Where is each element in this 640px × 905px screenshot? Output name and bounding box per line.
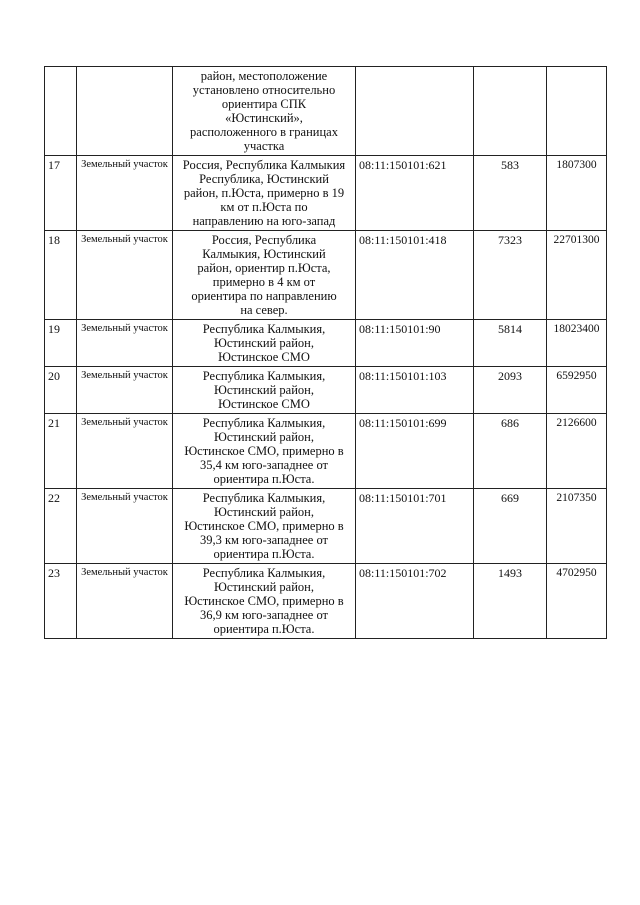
location-line: Республика Калмыкия, bbox=[202, 566, 326, 580]
table-row-continuation bbox=[45, 67, 607, 156]
location-line: Республика Калмыкия, bbox=[202, 369, 326, 383]
cell-number: 22 bbox=[45, 489, 77, 564]
cell-number: 21 bbox=[45, 414, 77, 489]
location-line: Юстинский район, bbox=[214, 336, 314, 350]
location-line: расположенного в границах bbox=[190, 125, 338, 139]
location-line: Юстинский район, bbox=[214, 383, 314, 397]
cell-cadastral: 08:11:150101:621 bbox=[356, 156, 474, 231]
cell-value: 6592950 bbox=[547, 367, 607, 414]
location-line: 39,3 км юго-западнее от bbox=[199, 533, 329, 547]
cell-area: 2093 bbox=[474, 367, 547, 414]
cell-cadastral: 08:11:150101:90 bbox=[356, 320, 474, 367]
location-line: район, п.Юста, примерно в 19 bbox=[183, 186, 345, 200]
cell-location bbox=[173, 156, 356, 231]
location-line: примерно в 4 км от bbox=[212, 275, 316, 289]
cell-type: Земельный участок bbox=[77, 231, 173, 320]
location-line: ориентира п.Юста. bbox=[213, 547, 315, 561]
table-row bbox=[45, 564, 607, 639]
table-row bbox=[45, 156, 607, 231]
cell-number: 19 bbox=[45, 320, 77, 367]
cell-cadastral bbox=[356, 67, 474, 156]
location-line: участка bbox=[243, 139, 285, 153]
location-line: Республика, Юстинский bbox=[199, 172, 329, 186]
location-line: Юстинское СМО, примерно в bbox=[184, 444, 344, 458]
location-line: Юстинский район, bbox=[214, 430, 314, 444]
table-row bbox=[45, 367, 607, 414]
location-line: км от п.Юста по bbox=[220, 200, 308, 214]
location-line: район, ориентир п.Юста, bbox=[197, 261, 331, 275]
cell-area: 7323 bbox=[474, 231, 547, 320]
cell-area: 583 bbox=[474, 156, 547, 231]
location-line: Республика Калмыкия, bbox=[202, 491, 326, 505]
location-line: ориентира СПК bbox=[221, 97, 307, 111]
cell-cadastral: 08:11:150101:702 bbox=[356, 564, 474, 639]
cell-cadastral: 08:11:150101:701 bbox=[356, 489, 474, 564]
cell-area: 669 bbox=[474, 489, 547, 564]
location-line: 35,4 км юго-западнее от bbox=[199, 458, 329, 472]
cell-location bbox=[173, 231, 356, 320]
cell-type bbox=[77, 67, 173, 156]
cell-cadastral: 08:11:150101:699 bbox=[356, 414, 474, 489]
cell-value: 2107350 bbox=[547, 489, 607, 564]
location-line: Юстинское СМО, примерно в bbox=[184, 594, 344, 608]
cell-number: 17 bbox=[45, 156, 77, 231]
cell-location bbox=[173, 320, 356, 367]
location-line: ориентира п.Юста. bbox=[213, 622, 315, 636]
location-line: Юстинский район, bbox=[214, 505, 314, 519]
location-line: направлению на юго-запад bbox=[192, 214, 336, 228]
cell-number: 23 bbox=[45, 564, 77, 639]
cell-cadastral: 08:11:150101:103 bbox=[356, 367, 474, 414]
cell-type: Земельный участок bbox=[77, 156, 173, 231]
cell-location bbox=[173, 367, 356, 414]
cell-value: 4702950 bbox=[547, 564, 607, 639]
table-row bbox=[45, 231, 607, 320]
cell-area: 686 bbox=[474, 414, 547, 489]
location-line: ориентира п.Юста. bbox=[213, 472, 315, 486]
table-row bbox=[45, 489, 607, 564]
cell-number bbox=[45, 67, 77, 156]
location-line: Юстинское СМО bbox=[218, 350, 310, 364]
location-line: Россия, Республика bbox=[211, 233, 317, 247]
cell-type: Земельный участок bbox=[77, 564, 173, 639]
cell-area bbox=[474, 67, 547, 156]
cell-cadastral: 08:11:150101:418 bbox=[356, 231, 474, 320]
cell-number: 18 bbox=[45, 231, 77, 320]
table-row bbox=[45, 320, 607, 367]
location-line: Республика Калмыкия, bbox=[202, 416, 326, 430]
location-line: Республика Калмыкия, bbox=[202, 322, 326, 336]
table-row bbox=[45, 414, 607, 489]
cell-area: 5814 bbox=[474, 320, 547, 367]
cell-location bbox=[173, 564, 356, 639]
cell-number: 20 bbox=[45, 367, 77, 414]
cell-location bbox=[173, 67, 356, 156]
cell-type: Земельный участок bbox=[77, 367, 173, 414]
location-line: Юстинский район, bbox=[214, 580, 314, 594]
cell-value: 22701300 bbox=[547, 231, 607, 320]
location-line: Юстинское СМО, примерно в bbox=[184, 519, 344, 533]
cell-value bbox=[547, 67, 607, 156]
location-line: «Юстинский», bbox=[225, 111, 303, 125]
cell-type: Земельный участок bbox=[77, 414, 173, 489]
cell-type: Земельный участок bbox=[77, 320, 173, 367]
cell-value: 18023400 bbox=[547, 320, 607, 367]
location-line: ориентира по направлению bbox=[191, 289, 337, 303]
location-line: 36,9 км юго-западнее от bbox=[199, 608, 329, 622]
location-line: Юстинское СМО bbox=[218, 397, 310, 411]
location-line: Калмыкия, Юстинский bbox=[202, 247, 326, 261]
cell-location bbox=[173, 414, 356, 489]
cell-type: Земельный участок bbox=[77, 489, 173, 564]
cell-area: 1493 bbox=[474, 564, 547, 639]
location-line: район, местоположение bbox=[200, 69, 328, 83]
cell-value: 1807300 bbox=[547, 156, 607, 231]
location-line: установлено относительно bbox=[192, 83, 336, 97]
cell-location bbox=[173, 489, 356, 564]
land-plots-table bbox=[44, 66, 607, 639]
cell-value: 2126600 bbox=[547, 414, 607, 489]
location-line: Россия, Республика Калмыкия bbox=[182, 158, 346, 172]
location-line: на север. bbox=[240, 303, 288, 317]
